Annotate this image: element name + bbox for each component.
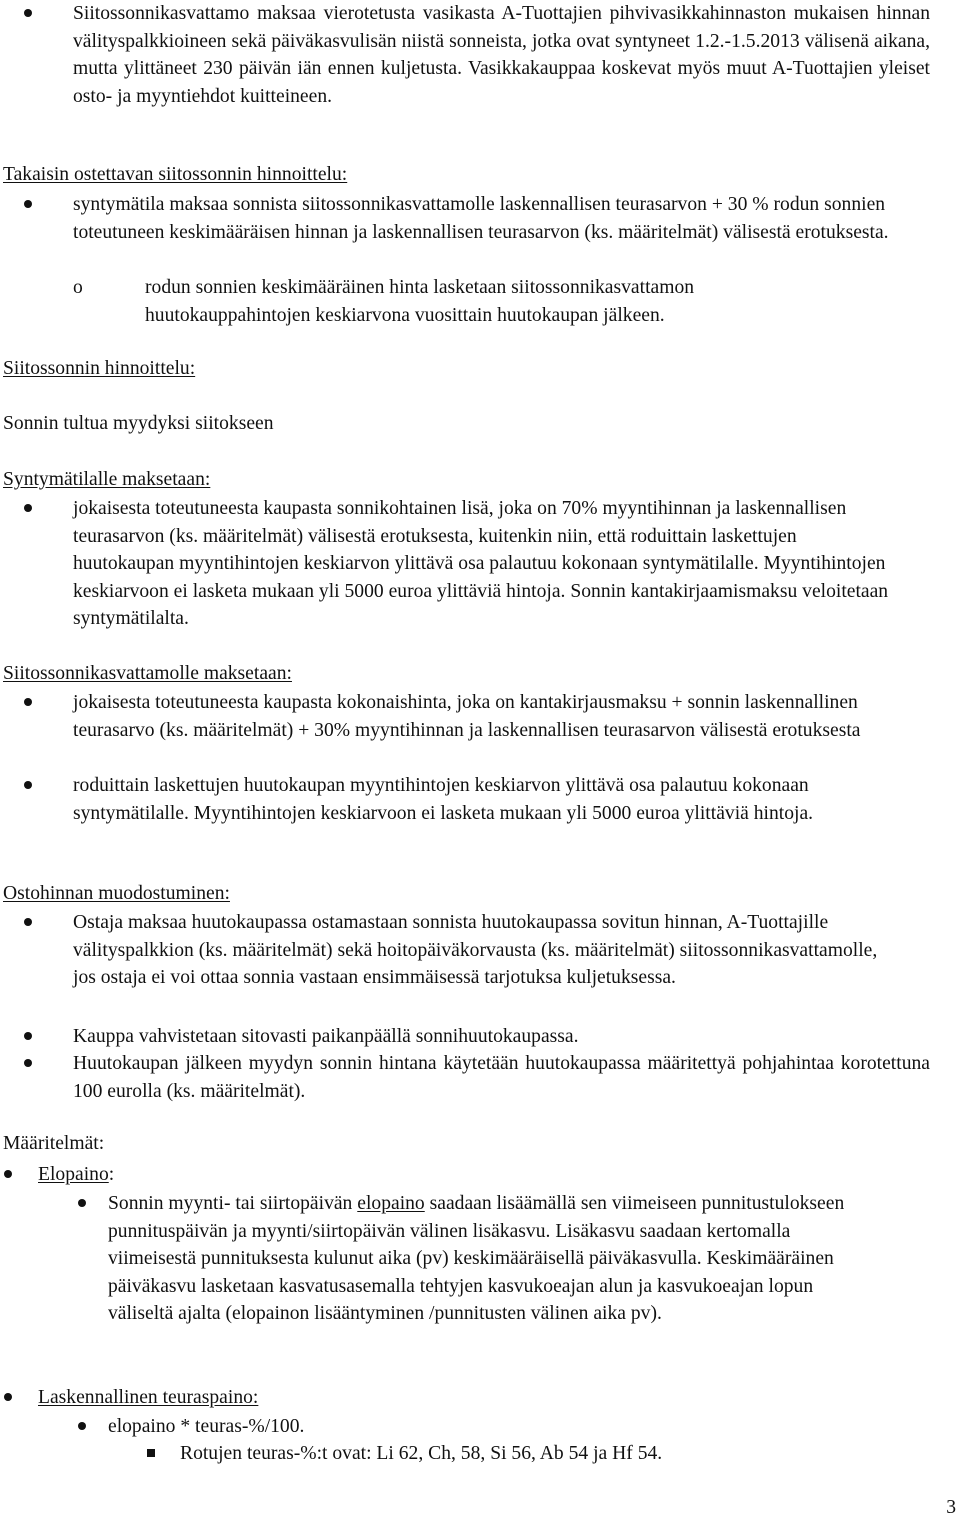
kasvattamo-text-2: roduittain laskettujen huutokaupan myyntihintojen keskiarvon ylittävä osa palautuu kokonaan syntymätilalle. Myyntihintojen keskiarvoon ei lasketa mukaan yli 5000 euroa ylittäviä hintoja. <box>73 775 814 824</box>
bullet-icon <box>24 781 32 789</box>
teuraspaino-rates: Rotujen teuras-%:t ovat: Li 62, Ch, 58, Si 56, Ab 54 ja Hf 54. <box>180 1443 663 1464</box>
bullet-icon <box>4 1170 12 1178</box>
section-heading-maaritelmat: Määritelmät: <box>3 1133 105 1154</box>
bullet-icon <box>24 918 32 926</box>
section-heading-takaisin: Takaisin ostettavan siitossonnin hinnoittelu: <box>3 164 348 185</box>
definition-label-elopaino: Elopaino: <box>38 1164 115 1185</box>
ostohinta-text-2: Kauppa vahvistetaan sitovasti paikanpäällä sonnihuutokaupassa. <box>73 1026 579 1047</box>
elopaino-text: Sonnin myynti- tai siirtopäivän elopaino saadaan lisäämällä sen viimeiseen punnitustulokseen punnituspäivän ja myynti/siirtopäivän välinen lisäkasvu. Lisäkasvu saadaan kertomalla viimeisestä punnituksesta kulunut aika (pv) keskimääräisellä päiväkasvulla. Keskimääräinen päiväkasvu lasketaan kasvatusasemalla tehtyjen kasvukoeajan alun ja kasvukoeajan lopun väliseltä ajalta (elopainon lisääntyminen /punnitusten välinen aika pv). <box>108 1193 845 1324</box>
bullet-icon <box>24 200 32 208</box>
kasvattamo-text-1: jokaisesta toteutuneesta kaupasta kokonaishinta, joka on kantakirjausmaksu + sonnin laskennallinen teurasarvo (ks. määritelmät) + 30% myyntihinnan ja laskennallisen teurasarvon välisestä erotuksesta <box>73 692 861 741</box>
section-heading-syntymatila: Syntymätilalle maksetaan: <box>3 469 211 490</box>
bullet-icon <box>24 1032 32 1040</box>
bullet-icon <box>24 9 32 17</box>
ostohinta-text-1: Ostaja maksaa huutokaupassa ostamastaan sonnista huutokaupassa sovitun hinnan, A-Tuottajille välityspalkkion (ks. määritelmät) sekä hoitopäiväkorvausta (ks. määritelmät) siitossonnikasvattamolle, jos ostaja ei voi ottaa sonnia vastaan ensimmäisessä tarjotuksa kuljetuksessa. <box>73 912 878 988</box>
intro-text: Siitossonnikasvattamo maksaa vierotetusta vasikasta A-Tuottajien pihvivasikkahinnaston mukaisen hinnan välityspalkkioineen sekä päiväkasvulisän niistä sonneista, jotka ovat syntyneet 1.2.-1.5.2013 välisenä aikana, mutta ylittäneet 230 päivän iän ennen kuljetusta. Vasikkakauppaa koskevat myös muut A-Tuottajien yleiset osto- ja myyntiehdot kuitteineen. <box>73 3 930 107</box>
square-bullet-icon <box>147 1449 155 1457</box>
circle-bullet-icon: o <box>73 277 83 298</box>
bullet-icon <box>24 698 32 706</box>
bullet-icon <box>4 1393 12 1401</box>
bullet-icon <box>78 1199 86 1207</box>
takaisin-sub-text: rodun sonnien keskimääräinen hinta lasketaan siitossonnikasvattamon huutokauppahintojen keskiarvona vuosittain huutokaupan jälkeen. <box>145 277 695 326</box>
section-heading-kasvattamo: Siitossonnikasvattamolle maksetaan: <box>3 663 292 684</box>
definition-label-teuraspaino: Laskennallinen teuraspaino: <box>38 1387 259 1408</box>
ostohinta-text-3: Huutokaupan jälkeen myydyn sonnin hintana käytetään huutokaupassa määritettyä pohjahintaa korotettuna 100 eurolla (ks. määritelmät). <box>73 1053 930 1102</box>
syntymatila-text: jokaisesta toteutuneesta kaupasta sonnikohtainen lisä, joka on 70% myyntihinnan ja laskennallisen teurasarvon (ks. määritelmät) välisestä erotuksesta, kuitenkin niin, että roduittain laskettujen huutokaupan myyntihintojen keskiarvon ylittävä osa palautuu kokonaan syntymätilalle. Myyntihintojen keskiarvoon ei lasketa mukaan yli 5000 euroa ylittäviä hintoja. Sonnin kantakirjaamismaksu veloitetaan syntymätilalta. <box>73 498 889 629</box>
subheading-sonnin-tultua: Sonnin tultua myydyksi siitokseen <box>3 413 274 434</box>
teuraspaino-formula: elopaino * teuras-%/100. <box>108 1416 305 1437</box>
section-heading-siitossonnin: Siitossonnin hinnoittelu: <box>3 358 196 379</box>
bullet-icon <box>24 504 32 512</box>
bullet-icon <box>24 1059 32 1067</box>
page-number: 3 <box>946 1497 956 1518</box>
section-heading-ostohinta: Ostohinnan muodostuminen: <box>3 883 230 904</box>
bullet-icon <box>78 1422 86 1430</box>
takaisin-text: syntymätila maksaa sonnista siitossonnikasvattamolle laskennallisen teurasarvon + 30 % rodun sonnien toteutuneen keskimääräisen hinnan ja laskennallisen teurasarvon (ks. määritelmät) välisestä erotuksesta. <box>73 194 889 243</box>
